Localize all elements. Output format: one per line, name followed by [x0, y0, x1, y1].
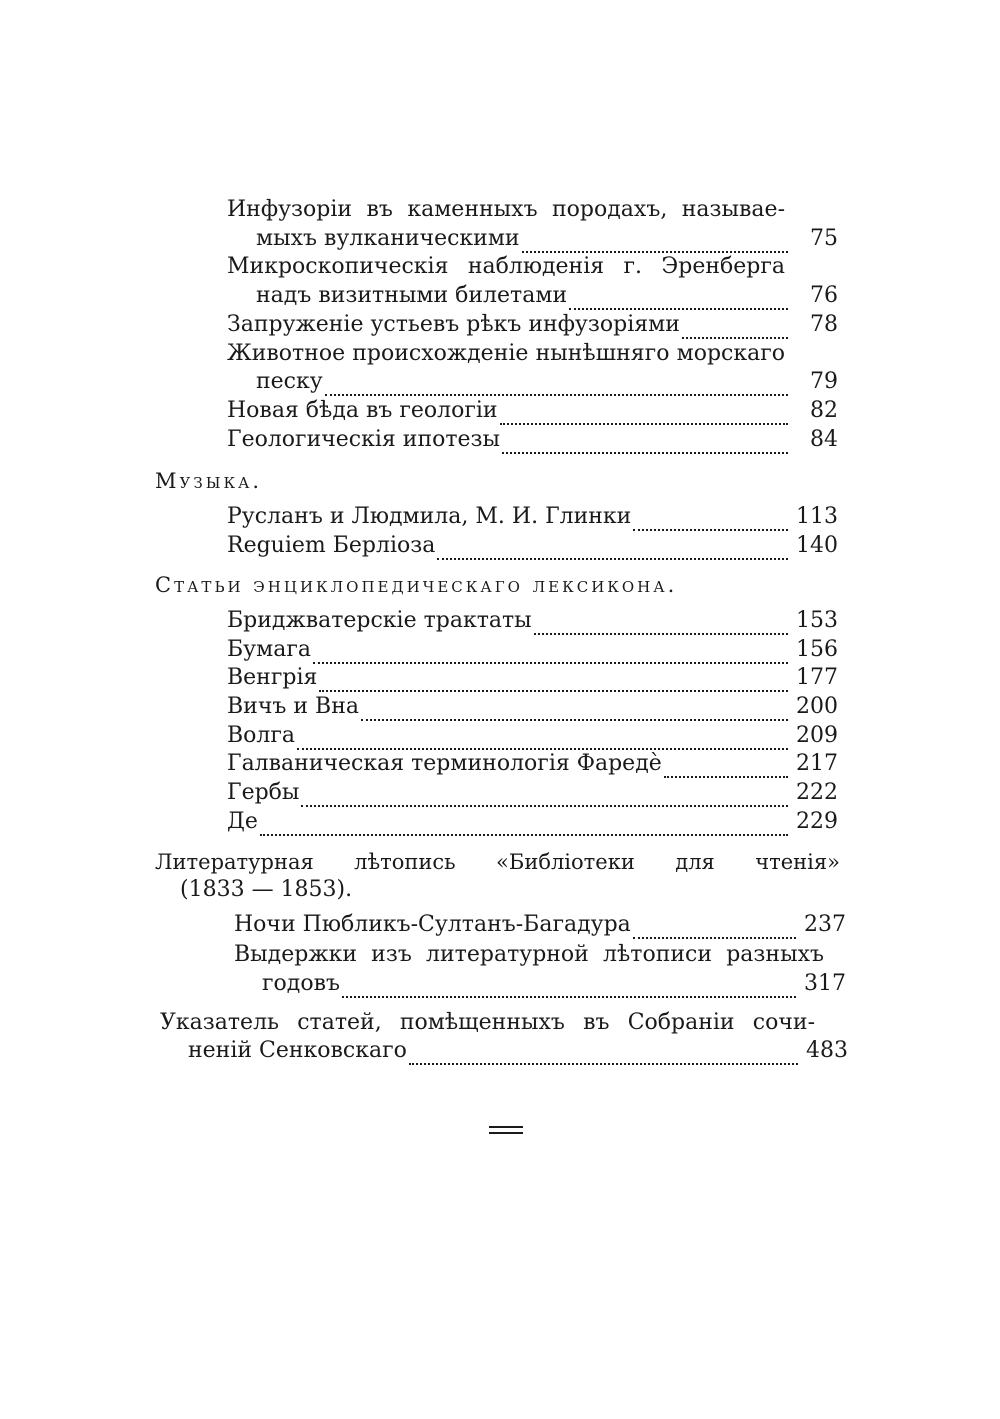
dot-leader	[682, 317, 788, 339]
toc-entry-text: неній Сенковскаго	[188, 1038, 407, 1063]
toc-entry-text: Русланъ и Людмила, М. И. Глинки	[227, 504, 632, 529]
toc-entry-text: Запруженіе устьевъ рѣкъ инфузоріями	[227, 312, 680, 337]
page-number: 200	[796, 694, 838, 719]
dot-leader	[633, 917, 796, 939]
toc-entry-requiem[interactable]	[227, 531, 838, 561]
toc-entry-galvanic[interactable]	[227, 749, 838, 779]
page-number: 209	[796, 723, 838, 748]
dot-leader	[301, 785, 788, 807]
toc-entry-microscope-line1	[227, 252, 785, 282]
toc-entry-text: годовъ	[262, 971, 340, 996]
toc-entry-text: мыхъ вулканическими	[256, 226, 520, 251]
page-number: 79	[810, 369, 838, 394]
section-heading-chronicle-years: (1833 — 1853).	[180, 877, 353, 902]
dot-leader	[325, 374, 788, 396]
toc-entry-ruslan[interactable]	[227, 502, 838, 532]
toc-entry-paper[interactable]	[227, 635, 838, 665]
page-number: 237	[804, 912, 846, 937]
page-number: 217	[796, 751, 838, 776]
section-heading-lexicon: Статьи энциклопедическаго лексикона.	[155, 573, 678, 597]
toc-entry-vich[interactable]	[227, 692, 838, 722]
toc-entry-text: Микроскопическія наблюденія г. Эренберга	[227, 254, 785, 279]
toc-entry-text: надъ визитными билетами	[256, 283, 568, 308]
toc-entry-microscope[interactable]	[256, 281, 838, 311]
page-number: 317	[804, 971, 846, 996]
toc-entry-text: Галваническая терминологія Фаредè	[227, 751, 662, 776]
dot-leader	[534, 613, 788, 635]
toc-entry-text: Геологическія ипотезы	[227, 427, 501, 452]
dot-leader	[664, 756, 788, 778]
toc-entry-text: Де	[227, 809, 258, 834]
toc-entry-text: Инфузоріи въ каменныхъ породахъ, называе-	[227, 197, 785, 222]
page-number: 140	[796, 533, 838, 558]
toc-entry-infusoria-line1	[227, 195, 785, 225]
toc-entry-text: Бриджватерскіе трактаты	[227, 608, 532, 633]
page-number: 483	[806, 1038, 848, 1063]
dot-leader	[297, 728, 788, 750]
dot-leader	[502, 432, 788, 454]
toc-entry-text: Указатель статей, помѣщенныхъ въ Собраніи сочи-	[160, 1010, 815, 1035]
toc-entry-excerpts-line1	[234, 940, 824, 970]
dot-leader	[361, 699, 788, 721]
dot-leader	[633, 509, 788, 531]
toc-entry-text: Ночи Пюбликъ-Султанъ-Багадура	[234, 912, 631, 937]
page-number: 156	[796, 637, 838, 662]
dot-leader	[522, 231, 788, 253]
dot-leader	[319, 670, 788, 692]
page-number: 153	[796, 608, 838, 633]
toc-entry-index[interactable]	[188, 1036, 848, 1066]
dot-leader	[260, 814, 788, 836]
toc-entry-nights[interactable]	[234, 910, 846, 940]
toc-entry-text: Волга	[227, 723, 296, 748]
section-heading-chronicle	[155, 847, 840, 877]
page-number: 78	[810, 312, 838, 337]
toc-entry-sand-line1	[227, 339, 785, 369]
toc-entry-text: Выдержки изъ литературной лѣтописи разныхъ	[234, 942, 824, 967]
toc-entry-volga[interactable]	[227, 721, 838, 751]
dot-leader	[409, 1043, 798, 1065]
dot-leader	[342, 976, 796, 998]
toc-entry-hypotheses[interactable]	[227, 425, 838, 455]
toc-entry-index-line1	[160, 1008, 815, 1038]
toc-entry-text: Венгрія	[227, 665, 318, 690]
section-heading-text: Литературная лѣтопись «Библіотеки для чтенія»	[155, 850, 840, 874]
toc-entry-hungary[interactable]	[227, 663, 838, 693]
toc-entry-sand[interactable]	[256, 367, 838, 397]
toc-entry-text: Гербы	[227, 780, 300, 805]
toc-entry-new-trouble[interactable]	[227, 396, 838, 426]
page-number: 222	[796, 780, 838, 805]
page-number: 75	[810, 226, 838, 251]
dot-leader	[500, 403, 788, 425]
toc-entry-infusoria[interactable]	[256, 224, 838, 254]
toc-entry-estuaries[interactable]	[227, 310, 838, 340]
toc-entry-excerpts[interactable]	[262, 969, 846, 999]
page-number: 82	[810, 398, 838, 423]
section-heading-music: Музыка.	[155, 469, 263, 493]
toc-entry-coats-of-arms[interactable]	[227, 778, 838, 808]
toc-entry-text: Новая бѣда въ геологіи	[227, 398, 498, 423]
toc-entry-text: Вичъ и Вна	[227, 694, 359, 719]
page-number: 229	[796, 809, 838, 834]
toc-entry-text: песку	[256, 369, 323, 394]
toc-entry-text: Животное происхожденіе нынѣшняго морскаго	[227, 341, 785, 366]
dot-leader	[437, 538, 788, 560]
toc-entry-de[interactable]	[227, 807, 838, 837]
dot-leader	[569, 288, 788, 310]
end-separator	[489, 1126, 523, 1138]
page-number: 113	[796, 504, 838, 529]
page-number: 84	[810, 427, 838, 452]
page-number: 177	[796, 665, 838, 690]
page-number: 76	[810, 283, 838, 308]
dot-leader	[313, 642, 788, 664]
toc-entry-text: Reguiem Берліоза	[227, 533, 436, 558]
toc-entry-bridgewater[interactable]	[227, 606, 838, 636]
toc-entry-text: Бумага	[227, 637, 311, 662]
